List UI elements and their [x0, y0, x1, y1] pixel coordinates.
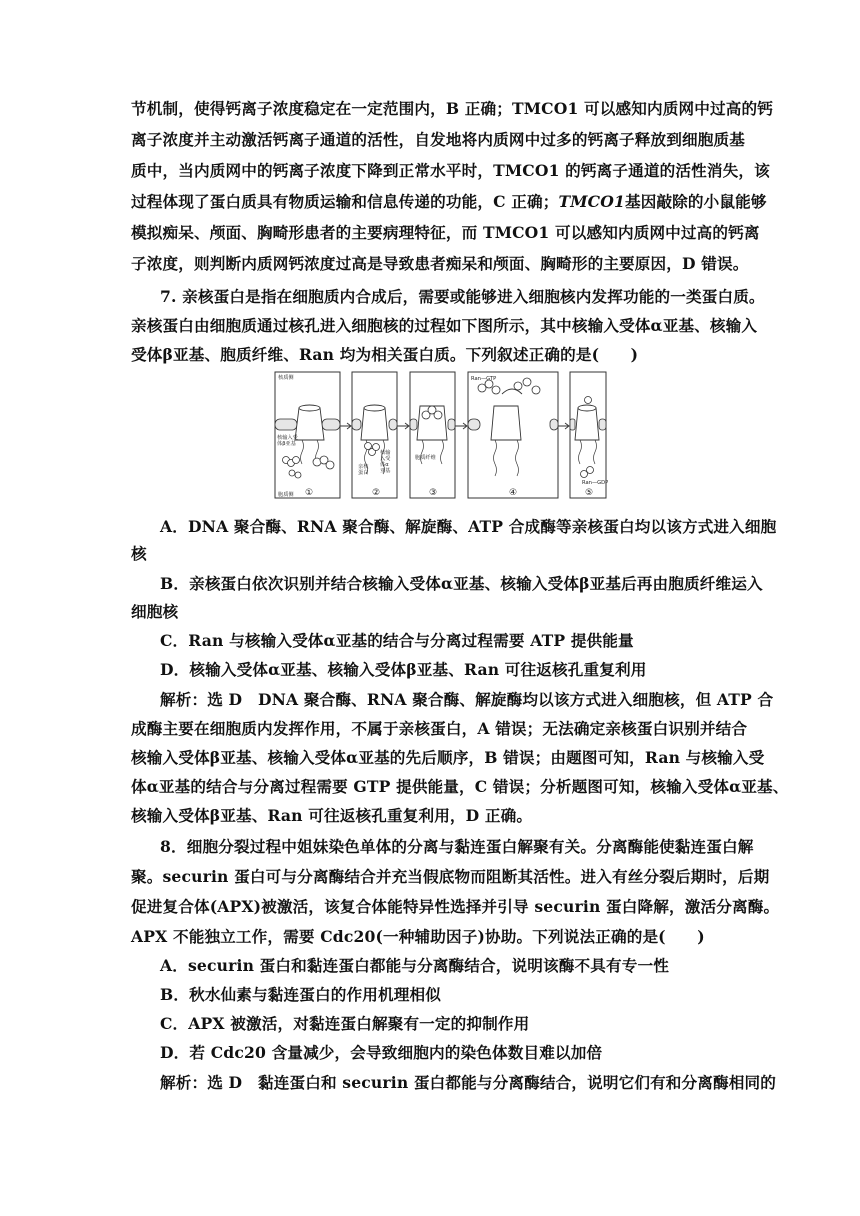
membrane — [322, 419, 340, 430]
nuclear-pore — [578, 405, 596, 411]
analysis-line: 核输入受体β亚基、Ran 可往返核孔重复利用，D 正确。 — [131, 806, 533, 825]
question-8-stem: APX 不能独立工作，需要 Cdc20(一种辅助因子)协助。下列说法正确的是( ) — [131, 927, 705, 946]
arrow-icon — [455, 423, 467, 429]
label-fiber: 胞质纤维 — [415, 455, 436, 461]
membrane — [550, 419, 558, 430]
cytoplasmic-fiber — [301, 440, 304, 464]
protein-blob — [492, 386, 500, 394]
label-receptor-alpha: 入受 — [380, 456, 391, 462]
protein-blob — [293, 457, 300, 464]
protein-blob — [434, 411, 442, 419]
text-line: 质中，当内质网中的钙离子浓度下降到正常水平时，TMCO1 的钙离子通道的活性消失，该 — [131, 161, 770, 180]
question-8-stem: 促进复合体(APX)被激活，该复合体能特异性选择并引导 securin 蛋白降解，激活分离酶。 — [131, 897, 780, 916]
question-7-stem: 受体β亚基、胞质纤维、Ran 均为相关蛋白质。下列叙述正确的是( ) — [131, 345, 639, 364]
nuclear-import-figure — [272, 370, 608, 501]
membrane — [448, 419, 455, 430]
protein-blob — [289, 470, 295, 476]
cytoplasmic-fiber — [494, 440, 497, 476]
analysis-line: 核输入受体β亚基、核输入受体α亚基的先后顺序，B 错误；由题图可知，Ran 与核输入受 — [131, 748, 765, 767]
option-a: A．DNA 聚合酶、RNA 聚合酶、解旋酶、ATP 合成酶等亲核蛋白均以该方式进入细胞 — [160, 517, 777, 536]
panel-number: ① — [304, 488, 314, 498]
option-b: B．秋水仙素与黏连蛋白的作用机理相似 — [160, 985, 441, 1004]
nuclear-pore — [491, 406, 521, 440]
panel-number: ② — [371, 488, 381, 498]
nuclear-pore — [299, 405, 320, 411]
arrow-icon — [397, 423, 409, 429]
label-nuclear-protein: 蛋白 — [358, 470, 369, 476]
label-receptor-alpha: 亚基 — [380, 468, 391, 474]
protein-blob — [523, 378, 531, 386]
label-receptor-alpha: 体α — [380, 462, 389, 468]
label-ran-gtp: Ran—GTP — [471, 376, 497, 382]
protein-blob — [532, 386, 540, 394]
label-cytoplasm-side: 胞质侧 — [278, 492, 294, 498]
panel-number: ⑤ — [584, 488, 594, 498]
text-line: 子浓度，则判断内质网钙浓度过高是导致患者痴呆和颅面、胸畸形的主要原因，D 错误。 — [131, 254, 749, 273]
membrane — [352, 419, 361, 430]
option-d: D．若 Cdc20 含量减少，会导致细胞内的染色体数目难以加倍 — [160, 1043, 603, 1062]
nuclear-pore — [575, 408, 599, 440]
arrow-icon — [558, 423, 569, 429]
membrane — [468, 419, 480, 430]
label-ran-gdp: Ran—GDP — [582, 480, 608, 486]
protein-blob — [587, 467, 594, 474]
membrane — [410, 419, 417, 430]
membrane — [275, 419, 297, 430]
label-nucleus-side: 核质侧 — [278, 375, 294, 381]
protein-blob — [373, 444, 380, 451]
gene-name: TMCO1 — [558, 192, 625, 211]
analysis-line: 解析：选 D 黏连蛋白和 securin 蛋白都能与分离酶结合，说明它们有和分离酶相同的 — [160, 1073, 777, 1092]
text-line: 离子浓度并主动激活钙离子通道的活性，自发地将内质网中过多的钙离子释放到细胞质基 — [131, 130, 746, 149]
protein-blob — [326, 461, 334, 469]
option-c: C．Ran 与核输入受体α亚基的结合与分离过程需要 ATP 提供能量 — [160, 631, 634, 650]
arrow-icon — [340, 423, 351, 429]
analysis-line: 成酶主要在细胞质内发挥作用，不属于亲核蛋白，A 错误；无法确定亲核蛋白识别并结合 — [131, 719, 748, 738]
question-8-stem: 8．细胞分裂过程中姐妹染色单体的分离与黏连蛋白解聚有关。分离酶能使黏连蛋白解 — [160, 837, 754, 856]
protein-blob — [585, 397, 592, 404]
option-d: D．核输入受体α亚基、核输入受体β亚基、Ran 可往返核孔重复利用 — [160, 660, 647, 679]
question-8-stem: 聚。securin 蛋白可与分离酶结合并充当假底物而阻断其活性。进入有丝分裂后期时，后期 — [131, 867, 770, 886]
analysis-line: 体α亚基的结合与分离过程需要 GTP 提供能量，C 错误；分析题图可知，核输入受体α亚基、 — [131, 777, 789, 796]
text-line: 模拟痴呆、颅面、胸畸形患者的主要病理特征，而 TMCO1 可以感知内质网中过高的钙离 — [131, 223, 760, 242]
protein-blob — [514, 382, 522, 390]
figure-svg — [272, 370, 608, 501]
panel-number: ③ — [428, 488, 438, 498]
membrane — [599, 419, 606, 430]
cytoplasmic-fiber — [594, 440, 597, 464]
option-c: C．APX 被激活，对黏连蛋白解聚有一定的抑制作用 — [160, 1014, 530, 1033]
panel-number: ④ — [508, 488, 518, 498]
analysis-line: 解析：选 D DNA 聚合酶、RNA 聚合酶、解旋酶均以该方式进入细胞核，但 ATP 合 — [160, 690, 774, 709]
option-a: A．securin 蛋白和黏连蛋白都能与分离酶结合，说明该酶不具有专一性 — [160, 956, 669, 975]
nuclear-pore — [364, 405, 385, 411]
option-b: B．亲核蛋白依次识别并结合核输入受体α亚基、核输入受体β亚基后再由胞质纤维运入 — [160, 574, 763, 593]
protein-blob — [295, 472, 301, 478]
text-line: 节机制，使得钙离子浓度稳定在一定范围内，B 正确；TMCO1 可以感知内质网中过高的钙 — [131, 99, 773, 118]
question-7-stem: 亲核蛋白由细胞质通过核孔进入细胞核的过程如下图所示，其中核输入受体α亚基、核输入 — [131, 316, 758, 335]
nuclear-pore — [361, 408, 388, 440]
cytoplasmic-fiber — [441, 440, 444, 464]
cytoplasmic-fiber — [516, 440, 519, 476]
label-receptor-beta: 核输入受 — [277, 435, 298, 441]
option-a-cont: 核 — [131, 544, 147, 563]
option-b-cont: 细胞核 — [131, 602, 179, 621]
question-7-stem: 7. 亲核蛋白是指在细胞质内合成后，需要或能够进入细胞核内发挥功能的一类蛋白质。 — [160, 287, 765, 306]
membrane — [389, 419, 397, 430]
label-nuclear-protein: 亲核 — [358, 464, 369, 470]
cytoplasmic-fiber — [579, 440, 582, 464]
label-receptor-beta: 体β亚基 — [277, 441, 296, 447]
membrane — [570, 419, 575, 430]
text-line — [131, 187, 767, 217]
label-receptor-alpha: 核输 — [380, 450, 391, 456]
text-segment: 基因敲除的小鼠能够 — [624, 192, 767, 211]
text-segment: 过程体现了蛋白质具有物质运输和信息传递的功能，C 正确； — [131, 192, 559, 211]
nuclear-pore — [295, 408, 324, 440]
